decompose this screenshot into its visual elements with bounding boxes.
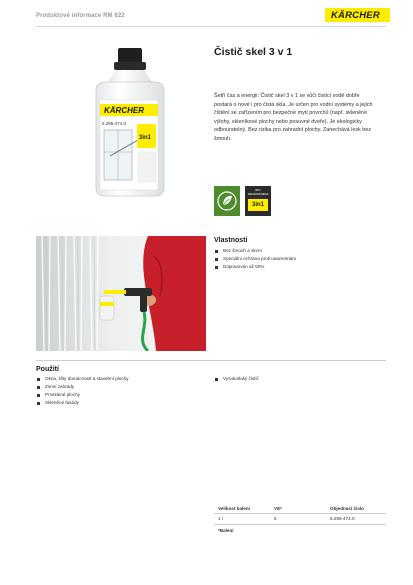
eco-badge bbox=[214, 186, 240, 216]
three-in-one-badge bbox=[245, 186, 271, 216]
vlastnosti-heading: Vlastnosti bbox=[214, 237, 248, 244]
usage-photo bbox=[36, 236, 206, 351]
bottle-brand-text: KÄRCHER bbox=[104, 106, 144, 115]
product-title: Čistič skel 3 v 1 bbox=[214, 46, 293, 58]
list-item: Bez šmouh a skvrn bbox=[214, 247, 296, 255]
list-item: Skleněné fasády bbox=[36, 399, 129, 407]
table-cell-size: 1 l bbox=[218, 516, 223, 521]
table-cell-ve: 6 bbox=[274, 516, 277, 521]
list-item: Speciální ochrana proti usazeninám bbox=[214, 255, 296, 263]
bottle-code-text: 6.295-474.0 bbox=[102, 121, 127, 126]
table-cell-order-number: 6.295-474.0 bbox=[330, 516, 355, 521]
list-item: Vysokotlaký čistič bbox=[214, 375, 259, 383]
table-header-order-number: Objednací číslo bbox=[330, 506, 364, 511]
header-divider bbox=[36, 26, 386, 27]
document-header-title: Produktové informace RM 622 bbox=[36, 13, 125, 19]
list-item: Zimní zahrady bbox=[36, 383, 129, 391]
table-footnote: *Balení bbox=[218, 528, 234, 533]
bottle-badge-text: 3in1 bbox=[139, 135, 152, 141]
badge-dark-label: 3in1 bbox=[248, 199, 268, 211]
logo-text: KÄRCHER bbox=[331, 10, 380, 21]
leaf-icon bbox=[214, 186, 240, 216]
pouziti-list-left bbox=[36, 375, 129, 407]
section-divider bbox=[36, 360, 386, 361]
pouziti-heading: Použití bbox=[36, 366, 59, 373]
table-divider bbox=[214, 524, 386, 525]
table-header-ve: VE* bbox=[274, 506, 282, 511]
pouziti-list-right bbox=[214, 375, 259, 383]
table-divider bbox=[214, 513, 386, 514]
table-header-size: Velikost balení bbox=[218, 506, 250, 511]
vlastnosti-list bbox=[214, 247, 296, 271]
product-description: Šetří čas a energii: Čistič skel 3 v 1 se vůči čisticí vodě dobře postará o nové i pro čistá skla. Je určen pro vodní systémy a jejich čištění se zařízením pro bezpečné mytí povrchů (např. skleněné výlohy, skleníkové plochy nebo posuvné dveře). Je ekologicky odbouratelný. Bez rizika pro zahradní plochy. Zanechává lesk bez šmouh. bbox=[214, 93, 373, 142]
badge-dark-caption: BIO DEGRADABLE bbox=[248, 188, 269, 196]
list-item: Prosklené plochy bbox=[36, 391, 129, 399]
product-bottle-image bbox=[80, 46, 180, 198]
list-item: Dopravován až 50% bbox=[214, 263, 296, 271]
list-item: Okna, lišty domácností a stavební plochy bbox=[36, 375, 129, 383]
karcher-logo bbox=[325, 8, 390, 22]
